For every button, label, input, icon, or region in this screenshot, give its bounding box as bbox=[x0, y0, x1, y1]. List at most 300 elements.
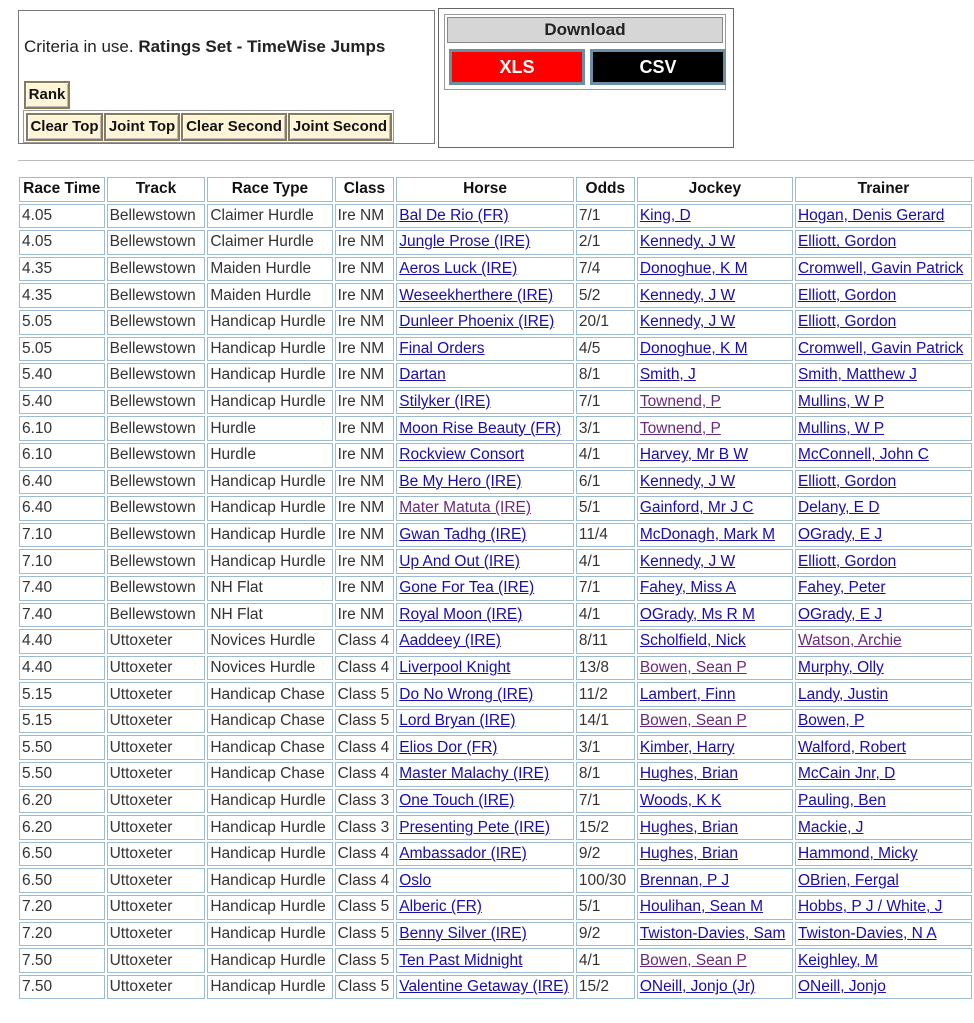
table-row bbox=[19, 363, 972, 388]
horse-link[interactable]: Gwan Tadhg (IRE) bbox=[399, 526, 527, 544]
header-race-type[interactable]: Race Type bbox=[207, 177, 332, 202]
results-body bbox=[19, 204, 972, 1000]
race-type-cell: NH Flat bbox=[207, 603, 332, 628]
class-cell: Class 5 bbox=[335, 948, 395, 973]
class-cell: Ire NM bbox=[335, 363, 395, 388]
jockey-link[interactable]: Donoghue, K M bbox=[639, 260, 748, 278]
jockey-link[interactable]: Twiston-Davies, Sam bbox=[639, 924, 786, 942]
horse-link[interactable]: Master Malachy (IRE) bbox=[399, 765, 550, 783]
joint-second-button[interactable]: Joint Second bbox=[288, 113, 392, 141]
class-cell: Class 5 bbox=[335, 709, 395, 734]
horse-link[interactable]: Jungle Prose (IRE) bbox=[399, 233, 531, 251]
trainer-link[interactable]: Elliott, Gordon bbox=[797, 313, 897, 331]
track-cell: Uttoxeter bbox=[107, 709, 206, 734]
class-cell: Ire NM bbox=[335, 576, 395, 601]
odds-cell: 15/2 bbox=[576, 975, 635, 1000]
horse-cell bbox=[396, 922, 574, 947]
jockey-cell bbox=[637, 762, 793, 787]
horse-cell bbox=[396, 310, 574, 335]
track-cell: Uttoxeter bbox=[107, 735, 206, 760]
track-cell: Bellewstown bbox=[107, 230, 206, 255]
trainer-link[interactable]: OGrady, E J bbox=[797, 526, 883, 544]
jockey-link[interactable]: OGrady, Ms R M bbox=[639, 605, 755, 623]
trainer-link[interactable]: Elliott, Gordon bbox=[797, 233, 897, 251]
horse-cell bbox=[396, 709, 574, 734]
header-track[interactable]: Track bbox=[107, 177, 206, 202]
table-row bbox=[19, 709, 972, 734]
trainer-link[interactable]: Fahey, Peter bbox=[797, 579, 886, 597]
jockey-cell bbox=[637, 603, 793, 628]
track-cell: Uttoxeter bbox=[107, 682, 206, 707]
table-row bbox=[19, 576, 972, 601]
download-csv-button[interactable]: CSV bbox=[590, 49, 726, 85]
horse-link[interactable]: Weseekherthere (IRE) bbox=[399, 286, 554, 304]
table-row bbox=[19, 682, 972, 707]
header-horse[interactable]: Horse bbox=[396, 177, 574, 202]
table-row bbox=[19, 549, 972, 574]
jockey-link[interactable]: Bowen, Sean P bbox=[639, 658, 747, 676]
horse-cell bbox=[396, 230, 574, 255]
race-type-cell: Handicap Hurdle bbox=[207, 363, 332, 388]
horse-link[interactable]: Royal Moon (IRE) bbox=[399, 605, 523, 623]
trainer-link[interactable]: Cromwell, Gavin Patrick bbox=[797, 260, 964, 278]
trainer-cell bbox=[795, 948, 972, 973]
class-cell: Ire NM bbox=[335, 283, 395, 308]
race-type-cell: Handicap Chase bbox=[207, 682, 332, 707]
header-row bbox=[19, 177, 972, 202]
jockey-link[interactable]: Brennan, P J bbox=[639, 871, 730, 889]
header-jockey[interactable]: Jockey bbox=[637, 177, 793, 202]
race-time-cell: 7.20 bbox=[19, 922, 105, 947]
jockey-link[interactable]: Kennedy, J W bbox=[639, 286, 736, 304]
track-cell: Bellewstown bbox=[107, 310, 206, 335]
jockey-cell bbox=[637, 709, 793, 734]
odds-cell: 7/1 bbox=[576, 204, 635, 229]
trainer-link[interactable]: OBrien, Fergal bbox=[797, 871, 899, 889]
odds-cell: 11/2 bbox=[576, 682, 635, 707]
trainer-cell bbox=[795, 496, 972, 521]
track-cell: Bellewstown bbox=[107, 576, 206, 601]
download-panel bbox=[438, 8, 734, 148]
trainer-link[interactable]: Landy, Justin bbox=[797, 685, 889, 703]
odds-cell: 7/1 bbox=[576, 789, 635, 814]
race-time-cell: 6.20 bbox=[19, 789, 105, 814]
trainer-link[interactable]: Mullins, W P bbox=[797, 393, 885, 411]
jockey-link[interactable]: Kennedy, J W bbox=[639, 233, 736, 251]
download-title: Download bbox=[447, 17, 723, 43]
divider bbox=[18, 160, 974, 161]
clear-top-button[interactable]: Clear Top bbox=[26, 113, 103, 141]
odds-cell: 11/4 bbox=[576, 523, 635, 548]
class-cell: Ire NM bbox=[335, 443, 395, 468]
table-row bbox=[19, 656, 972, 681]
trainer-link[interactable]: Hammond, Micky bbox=[797, 845, 918, 863]
class-cell: Ire NM bbox=[335, 204, 395, 229]
track-cell: Bellewstown bbox=[107, 337, 206, 362]
horse-cell bbox=[396, 443, 574, 468]
track-cell: Bellewstown bbox=[107, 283, 206, 308]
horse-cell bbox=[396, 735, 574, 760]
trainer-link[interactable]: Hogan, Denis Gerard bbox=[797, 206, 945, 224]
race-type-cell: Handicap Hurdle bbox=[207, 922, 332, 947]
jockey-link[interactable]: Woods, K K bbox=[639, 791, 722, 809]
trainer-link[interactable]: McConnell, John C bbox=[797, 446, 929, 464]
trainer-link[interactable]: Hobbs, P J / White, J bbox=[797, 898, 943, 916]
race-time-cell: 6.10 bbox=[19, 416, 105, 441]
trainer-cell bbox=[795, 363, 972, 388]
jockey-cell bbox=[637, 948, 793, 973]
odds-cell: 13/8 bbox=[576, 656, 635, 681]
horse-cell bbox=[396, 390, 574, 415]
class-cell: Class 5 bbox=[335, 922, 395, 947]
track-cell: Bellewstown bbox=[107, 363, 206, 388]
horse-link[interactable]: Alberic (FR) bbox=[399, 898, 482, 916]
table-row bbox=[19, 868, 972, 893]
trainer-link[interactable]: Walford, Robert bbox=[797, 738, 906, 756]
track-cell: Bellewstown bbox=[107, 496, 206, 521]
race-type-cell: Hurdle bbox=[207, 443, 332, 468]
jockey-link[interactable]: Harvey, Mr B W bbox=[639, 446, 749, 464]
trainer-cell bbox=[795, 762, 972, 787]
race-time-cell: 6.50 bbox=[19, 842, 105, 867]
trainer-cell bbox=[795, 283, 972, 308]
horse-link[interactable]: Be My Hero (IRE) bbox=[399, 472, 522, 490]
jockey-link[interactable]: Hughes, Brian bbox=[639, 845, 739, 863]
class-cell: Ire NM bbox=[335, 603, 395, 628]
race-type-cell: Handicap Hurdle bbox=[207, 523, 332, 548]
table-row bbox=[19, 443, 972, 468]
horse-cell bbox=[396, 363, 574, 388]
race-type-cell: NH Flat bbox=[207, 576, 332, 601]
odds-cell: 15/2 bbox=[576, 815, 635, 840]
criteria-panel bbox=[18, 10, 435, 144]
odds-cell: 14/1 bbox=[576, 709, 635, 734]
race-time-cell: 7.40 bbox=[19, 603, 105, 628]
download-xls-button[interactable]: XLS bbox=[449, 49, 585, 85]
horse-link[interactable]: Final Orders bbox=[399, 339, 485, 357]
trainer-cell bbox=[795, 815, 972, 840]
trainer-cell bbox=[795, 656, 972, 681]
criteria-value: Ratings Set - TimeWise Jumps bbox=[138, 37, 386, 56]
race-time-cell: 7.50 bbox=[19, 975, 105, 1000]
race-time-cell: 7.50 bbox=[19, 948, 105, 973]
horse-link[interactable]: Up And Out (IRE) bbox=[399, 552, 520, 570]
trainer-link[interactable]: Smith, Matthew J bbox=[797, 366, 917, 384]
table-row bbox=[19, 230, 972, 255]
horse-cell bbox=[396, 975, 574, 1000]
header-odds[interactable]: Odds bbox=[576, 177, 635, 202]
track-cell: Bellewstown bbox=[107, 390, 206, 415]
race-type-cell: Handicap Hurdle bbox=[207, 549, 332, 574]
trainer-link[interactable]: Elliott, Gordon bbox=[797, 472, 897, 490]
jockey-link[interactable]: Hughes, Brian bbox=[639, 818, 739, 836]
trainer-cell bbox=[795, 682, 972, 707]
track-cell: Bellewstown bbox=[107, 523, 206, 548]
jockey-link[interactable]: Houlihan, Sean M bbox=[639, 898, 764, 916]
table-row bbox=[19, 416, 972, 441]
horse-cell bbox=[396, 283, 574, 308]
trainer-link[interactable]: Murphy, Olly bbox=[797, 658, 884, 676]
class-cell: Ire NM bbox=[335, 310, 395, 335]
trainer-link[interactable]: Twiston-Davies, N A bbox=[797, 924, 937, 942]
jockey-link[interactable]: Smith, J bbox=[639, 366, 696, 384]
class-cell: Ire NM bbox=[335, 496, 395, 521]
trainer-cell bbox=[795, 470, 972, 495]
horse-cell bbox=[396, 789, 574, 814]
rank-button[interactable]: Rank bbox=[24, 81, 70, 109]
jockey-cell bbox=[637, 470, 793, 495]
trainer-link[interactable]: Mackie, J bbox=[797, 818, 864, 836]
odds-cell: 20/1 bbox=[576, 310, 635, 335]
class-cell: Class 5 bbox=[335, 975, 395, 1000]
trainer-cell bbox=[795, 842, 972, 867]
jockey-cell bbox=[637, 204, 793, 229]
race-type-cell: Handicap Hurdle bbox=[207, 337, 332, 362]
trainer-cell bbox=[795, 709, 972, 734]
race-time-cell: 6.40 bbox=[19, 470, 105, 495]
horse-cell bbox=[396, 257, 574, 282]
trainer-cell bbox=[795, 230, 972, 255]
race-type-cell: Handicap Hurdle bbox=[207, 948, 332, 973]
horse-cell bbox=[396, 629, 574, 654]
table-row bbox=[19, 895, 972, 920]
race-time-cell: 6.40 bbox=[19, 496, 105, 521]
horse-link[interactable]: Benny Silver (IRE) bbox=[399, 924, 527, 942]
odds-cell: 6/1 bbox=[576, 470, 635, 495]
jockey-link[interactable]: Townend, P bbox=[639, 419, 721, 437]
trainer-cell bbox=[795, 629, 972, 654]
track-cell: Bellewstown bbox=[107, 443, 206, 468]
odds-cell: 3/1 bbox=[576, 416, 635, 441]
table-row bbox=[19, 975, 972, 1000]
trainer-link[interactable]: Mullins, W P bbox=[797, 419, 885, 437]
jockey-link[interactable]: ONeill, Jonjo (Jr) bbox=[639, 978, 756, 996]
trainer-cell bbox=[795, 576, 972, 601]
class-cell: Class 5 bbox=[335, 682, 395, 707]
odds-cell: 2/1 bbox=[576, 230, 635, 255]
race-time-cell: 4.05 bbox=[19, 230, 105, 255]
trainer-link[interactable]: ONeill, Jonjo bbox=[797, 978, 886, 996]
table-row bbox=[19, 762, 972, 787]
race-type-cell: Maiden Hurdle bbox=[207, 257, 332, 282]
rank-filter-group bbox=[23, 110, 394, 143]
table-row bbox=[19, 390, 972, 415]
jockey-cell bbox=[637, 363, 793, 388]
trainer-cell bbox=[795, 310, 972, 335]
jockey-cell bbox=[637, 922, 793, 947]
horse-link[interactable]: Presenting Pete (IRE) bbox=[399, 818, 551, 836]
jockey-cell bbox=[637, 230, 793, 255]
horse-cell bbox=[396, 470, 574, 495]
criteria-text bbox=[24, 37, 385, 57]
jockey-cell bbox=[637, 390, 793, 415]
horse-link[interactable]: Mater Matuta (IRE) bbox=[399, 499, 532, 517]
jockey-link[interactable]: Lambert, Finn bbox=[639, 685, 736, 703]
track-cell: Uttoxeter bbox=[107, 922, 206, 947]
horse-cell bbox=[396, 523, 574, 548]
horse-link[interactable]: Aaddeey (IRE) bbox=[399, 632, 501, 650]
track-cell: Bellewstown bbox=[107, 603, 206, 628]
jockey-link[interactable]: Donoghue, K M bbox=[639, 339, 748, 357]
class-cell: Class 5 bbox=[335, 895, 395, 920]
trainer-link[interactable]: McCain Jnr, D bbox=[797, 765, 896, 783]
trainer-link[interactable]: Elliott, Gordon bbox=[797, 552, 897, 570]
header-race-time[interactable]: Race Time bbox=[19, 177, 105, 202]
race-time-cell: 6.20 bbox=[19, 815, 105, 840]
horse-cell bbox=[396, 204, 574, 229]
horse-link[interactable]: Oslo bbox=[399, 871, 432, 889]
horse-link[interactable]: Gone For Tea (IRE) bbox=[399, 579, 535, 597]
odds-cell: 4/1 bbox=[576, 443, 635, 468]
class-cell: Class 4 bbox=[335, 868, 395, 893]
track-cell: Uttoxeter bbox=[107, 975, 206, 1000]
trainer-link[interactable]: Keighley, M bbox=[797, 951, 878, 969]
jockey-link[interactable]: King, D bbox=[639, 206, 691, 224]
odds-cell: 3/1 bbox=[576, 735, 635, 760]
trainer-link[interactable]: Delany, E D bbox=[797, 499, 880, 517]
horse-link[interactable]: Moon Rise Beauty (FR) bbox=[399, 419, 562, 437]
trainer-cell bbox=[795, 257, 972, 282]
race-type-cell: Handicap Hurdle bbox=[207, 390, 332, 415]
horse-link[interactable]: Elios Dor (FR) bbox=[399, 738, 498, 756]
horse-link[interactable]: Ten Past Midnight bbox=[399, 951, 523, 969]
jockey-link[interactable]: Kimber, Harry bbox=[639, 738, 735, 756]
odds-cell: 7/4 bbox=[576, 257, 635, 282]
jockey-link[interactable]: Townend, P bbox=[639, 393, 721, 411]
jockey-link[interactable]: Gainford, Mr J C bbox=[639, 499, 754, 517]
race-time-cell: 6.50 bbox=[19, 868, 105, 893]
race-time-cell: 5.15 bbox=[19, 682, 105, 707]
horse-link[interactable]: Lord Bryan (IRE) bbox=[399, 712, 516, 730]
horse-cell bbox=[396, 656, 574, 681]
horse-link[interactable]: Stilyker (IRE) bbox=[399, 393, 491, 411]
trainer-cell bbox=[795, 789, 972, 814]
jockey-cell bbox=[637, 815, 793, 840]
jockey-cell bbox=[637, 682, 793, 707]
horse-link[interactable]: Ambassador (IRE) bbox=[399, 845, 527, 863]
race-time-cell: 4.40 bbox=[19, 629, 105, 654]
table-row bbox=[19, 815, 972, 840]
race-type-cell: Handicap Hurdle bbox=[207, 895, 332, 920]
jockey-link[interactable]: McDonagh, Mark M bbox=[639, 526, 776, 544]
horse-cell bbox=[396, 337, 574, 362]
horse-link[interactable]: One Touch (IRE) bbox=[399, 791, 515, 809]
horse-link[interactable]: Rockview Consort bbox=[399, 446, 525, 464]
jockey-link[interactable]: Kennedy, J W bbox=[639, 313, 736, 331]
odds-cell: 8/1 bbox=[576, 363, 635, 388]
trainer-cell bbox=[795, 337, 972, 362]
jockey-link[interactable]: Kennedy, J W bbox=[639, 552, 736, 570]
trainer-cell bbox=[795, 895, 972, 920]
odds-cell: 8/1 bbox=[576, 762, 635, 787]
trainer-cell bbox=[795, 443, 972, 468]
jockey-cell bbox=[637, 283, 793, 308]
trainer-link[interactable]: Watson, Archie bbox=[797, 632, 902, 650]
trainer-cell bbox=[795, 390, 972, 415]
horse-link[interactable]: Dunleer Phoenix (IRE) bbox=[399, 313, 555, 331]
trainer-link[interactable]: Elliott, Gordon bbox=[797, 286, 897, 304]
horse-cell bbox=[396, 416, 574, 441]
joint-top-button[interactable]: Joint Top bbox=[104, 113, 180, 141]
race-type-cell: Handicap Hurdle bbox=[207, 868, 332, 893]
horse-cell bbox=[396, 815, 574, 840]
odds-cell: 4/5 bbox=[576, 337, 635, 362]
table-row bbox=[19, 948, 972, 973]
table-row bbox=[19, 922, 972, 947]
jockey-link[interactable]: Bowen, Sean P bbox=[639, 712, 747, 730]
jockey-link[interactable]: Hughes, Brian bbox=[639, 765, 739, 783]
horse-cell bbox=[396, 762, 574, 787]
odds-cell: 4/1 bbox=[576, 603, 635, 628]
jockey-cell bbox=[637, 523, 793, 548]
track-cell: Uttoxeter bbox=[107, 789, 206, 814]
track-cell: Uttoxeter bbox=[107, 948, 206, 973]
trainer-cell bbox=[795, 975, 972, 1000]
jockey-link[interactable]: Bowen, Sean P bbox=[639, 951, 747, 969]
class-cell: Class 4 bbox=[335, 735, 395, 760]
race-type-cell: Handicap Chase bbox=[207, 762, 332, 787]
race-time-cell: 7.10 bbox=[19, 523, 105, 548]
trainer-cell bbox=[795, 735, 972, 760]
table-row bbox=[19, 842, 972, 867]
table-row bbox=[19, 337, 972, 362]
horse-link[interactable]: Aeros Luck (IRE) bbox=[399, 260, 518, 278]
horse-link[interactable]: Dartan bbox=[399, 366, 446, 384]
jockey-link[interactable]: Fahey, Miss A bbox=[639, 579, 736, 597]
race-type-cell: Handicap Hurdle bbox=[207, 310, 332, 335]
trainer-cell bbox=[795, 922, 972, 947]
horse-link[interactable]: Bal De Rio (FR) bbox=[399, 206, 509, 224]
class-cell: Ire NM bbox=[335, 390, 395, 415]
trainer-link[interactable]: OGrady, E J bbox=[797, 605, 883, 623]
jockey-cell bbox=[637, 496, 793, 521]
class-cell: Ire NM bbox=[335, 257, 395, 282]
race-type-cell: Handicap Hurdle bbox=[207, 789, 332, 814]
odds-cell: 8/11 bbox=[576, 629, 635, 654]
clear-second-button[interactable]: Clear Second bbox=[181, 113, 287, 141]
race-time-cell: 7.40 bbox=[19, 576, 105, 601]
jockey-link[interactable]: Kennedy, J W bbox=[639, 472, 736, 490]
race-time-cell: 5.05 bbox=[19, 310, 105, 335]
horse-link[interactable]: Do No Wrong (IRE) bbox=[399, 685, 534, 703]
table-row bbox=[19, 470, 972, 495]
odds-cell: 7/1 bbox=[576, 390, 635, 415]
track-cell: Uttoxeter bbox=[107, 842, 206, 867]
trainer-link[interactable]: Pauling, Ben bbox=[797, 791, 886, 809]
race-time-cell: 7.20 bbox=[19, 895, 105, 920]
jockey-link[interactable]: Scholfield, Nick bbox=[639, 632, 746, 650]
trainer-link[interactable]: Bowen, P bbox=[797, 712, 865, 730]
header-trainer[interactable]: Trainer bbox=[795, 177, 972, 202]
table-row bbox=[19, 735, 972, 760]
odds-cell: 4/1 bbox=[576, 948, 635, 973]
header-class[interactable]: Class bbox=[335, 177, 395, 202]
track-cell: Bellewstown bbox=[107, 416, 206, 441]
race-time-cell: 7.10 bbox=[19, 549, 105, 574]
jockey-cell bbox=[637, 576, 793, 601]
trainer-link[interactable]: Cromwell, Gavin Patrick bbox=[797, 339, 964, 357]
jockey-cell bbox=[637, 975, 793, 1000]
horse-link[interactable]: Liverpool Knight bbox=[399, 658, 511, 676]
class-cell: Class 3 bbox=[335, 789, 395, 814]
odds-cell: 4/1 bbox=[576, 549, 635, 574]
class-cell: Ire NM bbox=[335, 337, 395, 362]
trainer-cell bbox=[795, 523, 972, 548]
horse-link[interactable]: Valentine Getaway (IRE) bbox=[399, 978, 569, 996]
table-row bbox=[19, 789, 972, 814]
class-cell: Ire NM bbox=[335, 416, 395, 441]
track-cell: Bellewstown bbox=[107, 204, 206, 229]
